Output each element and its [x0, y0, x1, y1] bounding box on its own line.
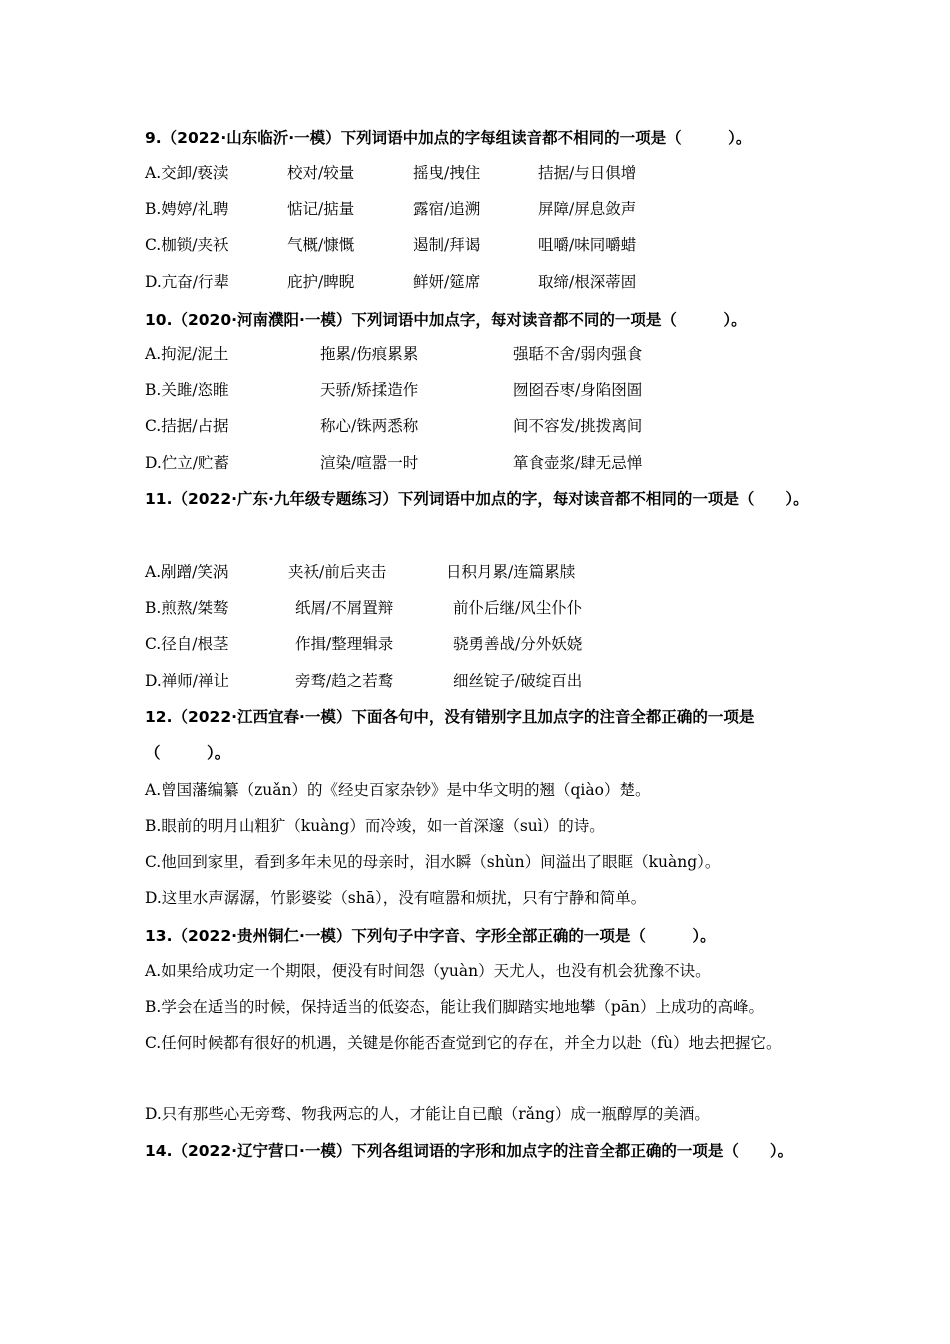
option-cell: C.拮据/占据 — [145, 417, 229, 435]
option-cell: 间不容发/挑拨离间 — [513, 417, 643, 435]
option-cell: 遏制/拜谒 — [413, 236, 481, 254]
question-14-stem: 14.（2022·辽宁营口·一模）下列各组词语的字形和加点字的注音全都正确的一项是（ ）。 — [145, 1142, 794, 1160]
question-13-option-d: D.只有那些心无旁骛、物我两忘的人，才能让自已酿（rǎng）成一瓶醇厚的美酒。 — [145, 1105, 710, 1123]
option-cell: 骁勇善战/分外妖娆 — [453, 635, 583, 653]
option-cell: 旁骛/趋之若鹜 — [295, 672, 394, 690]
option-cell: 天骄/矫揉造作 — [320, 381, 419, 399]
option-cell: 咀嚼/味同嚼蜡 — [538, 236, 637, 254]
question-12-option-b: B.眼前的明月山粗犷（kuàng）而冷竣，如一首深邃（suì）的诗。 — [145, 817, 605, 835]
option-cell: 气概/慷慨 — [287, 236, 355, 254]
question-13-stem: 13.（2022·贵州铜仁·一模）下列句子中字音、字形全部正确的一项是（ ）。 — [145, 927, 716, 945]
option-cell: A.交卸/亵渎 — [145, 164, 229, 182]
option-cell: D.伫立/贮蓄 — [145, 454, 230, 472]
option-cell: 拖累/伤痕累累 — [320, 345, 419, 363]
option-cell: 露宿/追溯 — [413, 200, 481, 218]
question-13-option-b: B.学会在适当的时候，保持适当的低姿态，能让我们脚踏实地地攀（pān）上成功的高峰。 — [145, 998, 764, 1016]
option-cell: A.拘泥/泥土 — [145, 345, 229, 363]
option-cell: 取缔/根深蒂固 — [538, 273, 637, 291]
question-9-stem: 9.（2022·山东临沂·一模）下列词语中加点的字每组读音都不相同的一项是（ ）。 — [145, 129, 752, 147]
question-12-stem: 12.（2022·江西宜春·一模）下面各句中，没有错别字且加点字的注音全都正确的一项是（ ）。 — [145, 708, 755, 762]
option-cell: B.关雎/恣睢 — [145, 381, 229, 399]
question-10-stem: 10.（2020·河南濮阳·一模）下列词语中加点字，每对读音都不同的一项是（ ）。 — [145, 311, 747, 329]
option-cell: 校对/较量 — [287, 164, 355, 182]
option-cell: 箪食壶浆/肆无忌惮 — [513, 454, 643, 472]
option-cell: 日积月累/连篇累牍 — [446, 563, 576, 581]
option-cell: 鲜妍/筵席 — [413, 273, 481, 291]
option-cell: B.煎熬/桀骜 — [145, 599, 229, 617]
option-cell: D.亢奋/行辈 — [145, 273, 230, 291]
option-cell: 作揖/整理辑录 — [295, 635, 394, 653]
option-cell: 囫囵吞枣/身陷囹圄 — [513, 381, 643, 399]
option-cell: 惦记/掂量 — [287, 200, 355, 218]
option-cell: C.枷锁/夹袄 — [145, 236, 229, 254]
question-12-option-d: D.这里水声潺潺，竹影婆娑（shā），没有喧嚣和烦扰，只有宁静和简单。 — [145, 889, 647, 907]
option-cell: B.娉婷/礼聘 — [145, 200, 229, 218]
option-cell: 拮据/与日俱增 — [538, 164, 637, 182]
option-cell: 屏障/屏息敛声 — [538, 200, 637, 218]
option-cell: D.禅师/禅让 — [145, 672, 230, 690]
question-13-option-c: C.任何时候都有很好的机遇，关键是你能否查觉到它的存在，并全力以赴（fù）地去把握它。 — [145, 1034, 782, 1052]
option-cell: C.径自/根茎 — [145, 635, 229, 653]
question-13-option-a: A.如果给成功定一个期限，便没有时间怨（yuàn）天尤人，也没有机会犹豫不诀。 — [145, 962, 711, 980]
question-12-option-c: C.他回到家里，看到多年未见的母亲时，泪水瞬（shùn）间溢出了眼眶（kuàng）。 — [145, 853, 721, 871]
option-cell: 称心/铢两悉称 — [320, 417, 419, 435]
option-cell: 细丝锭子/破绽百出 — [453, 672, 583, 690]
question-11-stem: 11.（2022·广东·九年级专题练习）下列词语中加点的字，每对读音都不相同的一项是（ ）。 — [145, 490, 809, 508]
option-cell: 强聒不舍/弱肉强食 — [513, 345, 643, 363]
option-cell: A.剐蹭/笑涡 — [145, 563, 229, 581]
option-cell: 摇曳/拽住 — [413, 164, 481, 182]
option-cell: 夹袄/前后夹击 — [288, 563, 387, 581]
option-cell: 渲染/喧嚣一时 — [320, 454, 419, 472]
option-cell: 前仆后继/风尘仆仆 — [453, 599, 583, 617]
option-cell: 庇护/睥睨 — [287, 273, 355, 291]
option-cell: 纸屑/不屑置辩 — [295, 599, 394, 617]
question-12-option-a: A.曾国藩编纂（zuǎn）的《经史百家杂钞》是中华文明的翘（qiào）楚。 — [145, 781, 651, 799]
